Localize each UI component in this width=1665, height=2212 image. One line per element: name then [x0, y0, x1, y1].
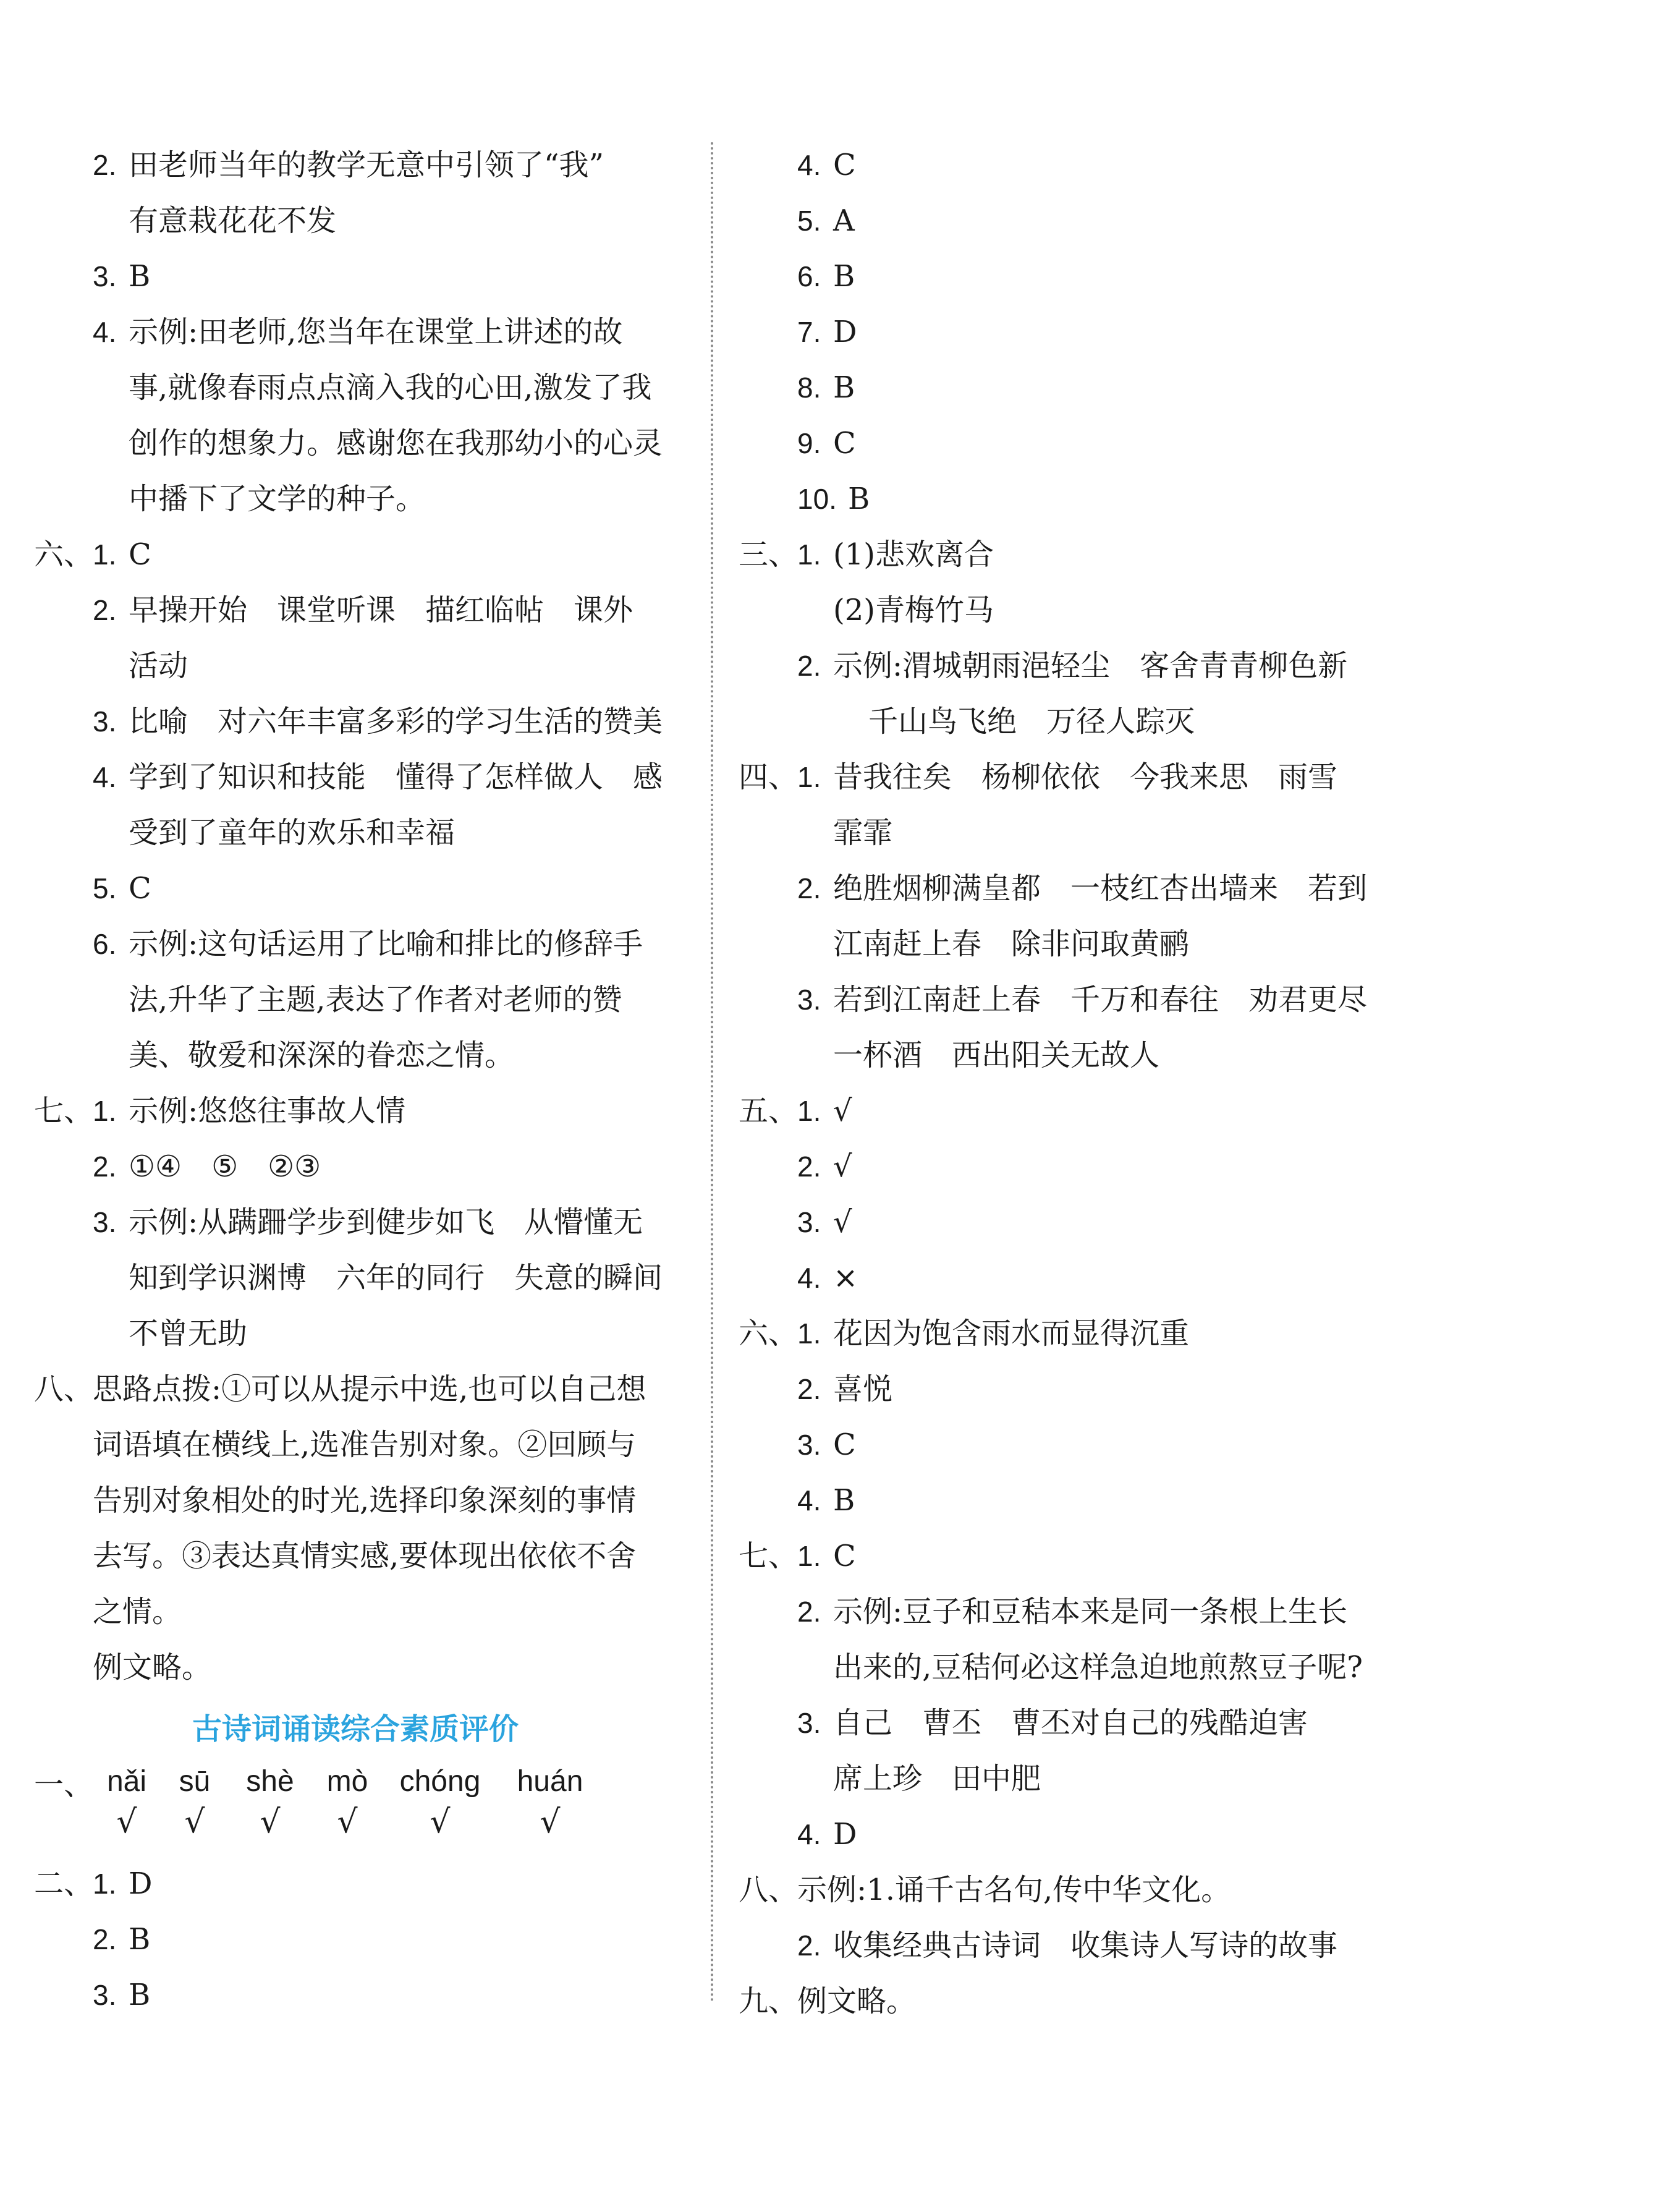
answer-line: 3. C	[797, 1427, 856, 1462]
answer-line: 不曾无助	[129, 1316, 248, 1351]
answer-line: 2. √	[739, 1139, 1394, 1194]
check-mark-icon: √	[833, 1149, 852, 1184]
answer-line: 2. B	[93, 1922, 151, 1957]
answer-line: 3. B	[93, 259, 151, 294]
section-line: 五、1. √	[739, 1083, 1394, 1139]
answer-line: 3. 自己 曹丕 曹丕对自己的残酷迫害	[797, 1706, 1308, 1740]
cross-mark-icon: ×	[833, 1261, 858, 1295]
answer-line: 美、敬爱和深深的眷恋之情。	[129, 1038, 515, 1073]
answer-line: 2. 绝胜烟柳满皇都 一枝红杏出墙来 若到	[797, 871, 1368, 906]
answer-line: 之情。	[93, 1594, 182, 1629]
pinyin-item: shè √	[208, 1757, 332, 1837]
answer-line: 4. 示例:田老师,您当年在课堂上讲述的故	[93, 315, 623, 349]
pinyin-answer-row: 一、 nǎi √ sū √ shè √ mò √ chóng √ huán √	[34, 1757, 677, 1856]
check-mark-icon: √	[116, 1803, 137, 1840]
check-mark-icon: √	[260, 1803, 281, 1840]
pinyin-item: nǎi √	[65, 1757, 189, 1837]
answer-line: 知到学识渊博 六年的同行 失意的瞬间	[129, 1261, 663, 1295]
answer-line: 6. 示例:这句话运用了比喻和排比的修辞手	[93, 927, 643, 961]
answer-line: 4. 学到了知识和技能 懂得了怎样做人 感	[93, 760, 663, 794]
check-mark-icon: √	[540, 1803, 561, 1840]
answer-line: 3. 比喻 对六年丰富多彩的学习生活的赞美	[93, 704, 663, 739]
check-mark-icon: √	[833, 1094, 852, 1128]
answer-line: 有意栽花花不发	[129, 203, 337, 238]
answer-line: 法,升华了主题,表达了作者对老师的赞	[129, 982, 622, 1017]
answer-line: 一杯酒 西出阳关无故人	[833, 1038, 1160, 1073]
answer-line: 4. B	[797, 1483, 855, 1518]
left-column	[34, 137, 677, 2023]
section-line: 八、思路点拨:①可以从提示中选,也可以自己想	[34, 1372, 646, 1406]
answer-line: 席上珍 田中肥	[833, 1761, 1041, 1796]
column-divider	[711, 142, 713, 2003]
pinyin-item: chóng √	[378, 1757, 502, 1837]
answer-line: 2. 早操开始 课堂听课 描红临帖 课外	[93, 593, 633, 627]
check-mark-icon: √	[430, 1803, 451, 1840]
answer-line: 3. 若到江南赶上春 千万和春往 劝君更尽	[797, 982, 1368, 1017]
answer-line: 4. D	[797, 1817, 857, 1852]
answer-line: 3. √	[739, 1194, 1394, 1250]
check-mark-icon: √	[337, 1803, 358, 1840]
answer-line: 创作的想象力。感谢您在我那幼小的心灵	[129, 426, 663, 461]
answer-line: 3. 示例:从蹒跚学步到健步如飞 从懵懂无	[93, 1205, 643, 1240]
answer-line: 霏霏	[833, 815, 893, 850]
section-line: 七、1. C	[739, 1539, 856, 1573]
check-mark-icon: √	[833, 1205, 852, 1240]
answer-line: 9. C	[797, 426, 856, 461]
answer-line: 出来的,豆秸何必这样急迫地煎熬豆子呢?	[833, 1650, 1363, 1685]
answer-line: 4. ×	[739, 1250, 1394, 1306]
answer-line: 活动	[129, 649, 189, 683]
answer-line: 5. A	[797, 203, 855, 238]
pinyin-item: huán √	[488, 1757, 612, 1837]
pinyin-item: sū √	[133, 1757, 256, 1837]
answer-line: 2. 示例:豆子和豆秸本来是同一条根上生长	[797, 1594, 1348, 1629]
answer-line: 4. C	[797, 148, 856, 182]
answer-line: 3. B	[93, 1978, 151, 2012]
answer-line: 例文略。	[93, 1650, 212, 1685]
section-line: 六、1. 花因为饱含雨水而显得沉重	[739, 1316, 1190, 1351]
right-column	[739, 137, 1394, 2029]
answer-line: 事,就像春雨点点滴入我的心田,激发了我	[129, 370, 652, 405]
answer-line: 7. D	[797, 315, 857, 349]
answer-line: 2. 收集经典古诗词 收集诗人写诗的故事	[797, 1928, 1338, 1963]
answer-line: 江南赶上春 除非问取黄鹂	[833, 927, 1190, 961]
answer-line: 2. 喜悦	[797, 1372, 893, 1406]
section-line: 九、例文略。	[739, 1984, 917, 2018]
answer-line: 8. B	[797, 370, 855, 405]
pinyin-item: mò √	[286, 1757, 409, 1837]
section-line: 四、1. 昔我往矣 杨柳依依 今我来思 雨雪	[739, 760, 1338, 794]
answer-line: 词语填在横线上,选准告别对象。②回顾与	[93, 1427, 637, 1462]
answer-line: 受到了童年的欢乐和幸福	[129, 815, 455, 850]
section-line: 七、1. 示例:悠悠往事故人情	[34, 1094, 406, 1128]
answer-line: 告别对象相处的时光,选择印象深刻的事情	[93, 1483, 637, 1518]
answer-line: 5. C	[93, 871, 151, 906]
check-mark-icon: √	[184, 1803, 205, 1840]
answer-line: 2. 田老师当年的教学无意中引领了“我”	[93, 148, 604, 182]
section-heading: 古诗词诵读综合素质评价	[192, 1712, 519, 1746]
answer-line: (2)青梅竹马	[833, 593, 994, 627]
answer-line: 10. B	[797, 482, 870, 516]
answer-line: 2. ①④ ⑤ ②③	[93, 1149, 321, 1184]
section-line: 六、1. C	[34, 537, 151, 572]
answer-line: 6. B	[797, 259, 855, 294]
answer-line: 千山鸟飞绝 万径人踪灭	[868, 704, 1195, 739]
answer-line: 中播下了文学的种子。	[129, 482, 426, 516]
answer-line: 2. 示例:渭城朝雨浥轻尘 客舍青青柳色新	[797, 649, 1348, 683]
section-line: 八、示例:1.诵千古名句,传中华文化。	[739, 1873, 1231, 1907]
section-line: 三、1. (1)悲欢离合	[739, 537, 994, 572]
section-line: 二、1. D	[34, 1866, 153, 1901]
answer-line: 去写。③表达真情实感,要体现出依依不舍	[93, 1539, 637, 1573]
